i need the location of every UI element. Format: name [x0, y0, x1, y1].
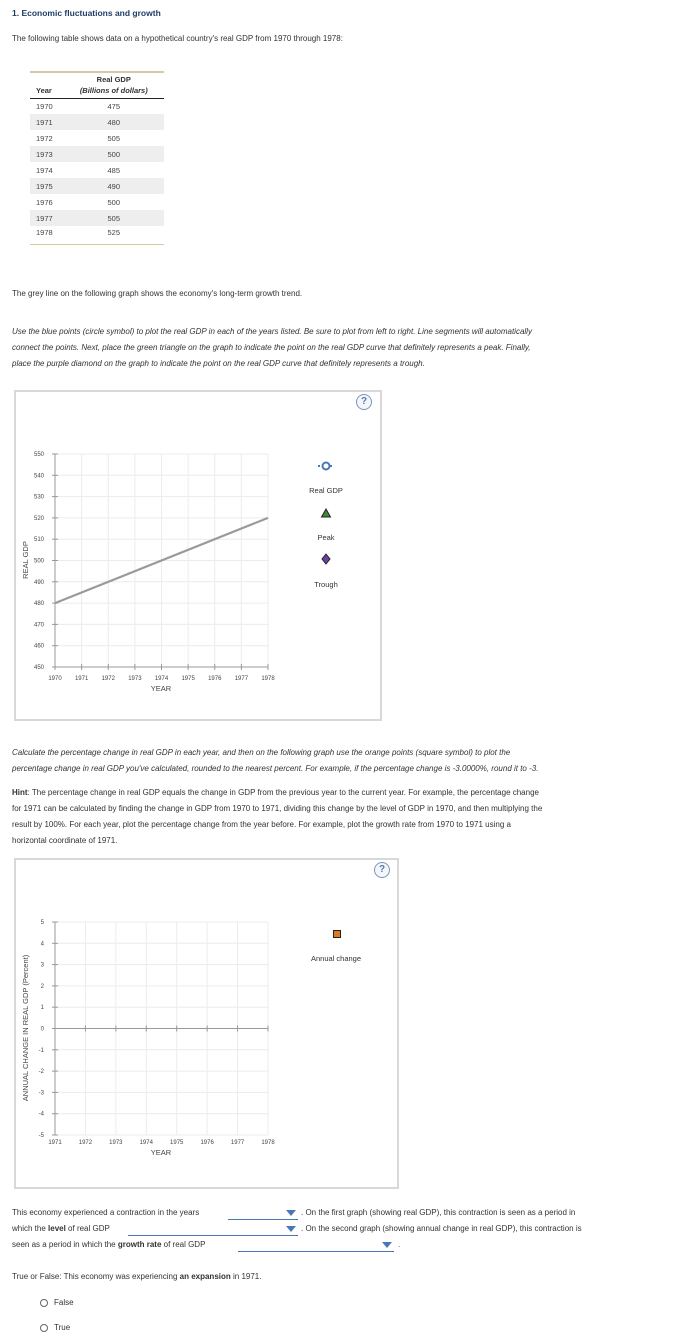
annual-change-graph[interactable] [14, 858, 399, 1189]
year-cell: 1977 [30, 210, 64, 226]
x-tick-label: 1974 [154, 676, 169, 682]
year-cell: 1975 [30, 178, 64, 194]
year-cell: 1970 [36, 101, 53, 111]
question1-part2: . On the first graph (showing real GDP), this contraction is seen as a period in [301, 1208, 576, 1217]
legend-label-real-gdp: Real GDP [309, 486, 343, 495]
table-row [30, 226, 164, 244]
gdp-cell: 475 [107, 101, 121, 111]
y-tick-label: 3 [40, 962, 44, 969]
gdp-table [30, 72, 164, 245]
y-tick-label: 530 [33, 494, 44, 501]
y-tick-label: 540 [33, 473, 44, 480]
y-tick-label: 4 [40, 941, 44, 948]
year-header: Year [30, 84, 64, 98]
x-tick-label: 1974 [139, 1140, 153, 1146]
chevron-down-icon [382, 1242, 392, 1248]
x-tick-label: 1978 [261, 676, 275, 682]
graph1-y-tick-labels [34, 452, 45, 671]
table-row [30, 194, 164, 210]
peak-tool-icon[interactable] [322, 509, 331, 517]
x-tick-label: 1971 [48, 1140, 62, 1146]
y-tick-label: 480 [33, 601, 44, 608]
graph1-x-axis-title: YEAR [150, 684, 172, 693]
question1-part3: which the level of real GDP [12, 1224, 110, 1233]
real-gdp-tool-icon[interactable] [318, 463, 334, 470]
table-row [30, 146, 164, 162]
table-row [30, 130, 164, 146]
y-tick-label: 510 [33, 537, 44, 544]
x-tick-label: 1976 [208, 676, 222, 682]
year-cell: 1972 [36, 133, 53, 143]
graph1-y-axis-title: REAL GDP [21, 541, 30, 579]
instructions-line-1: Use the blue points (circle symbol) to plot the real GDP in each of the years listed. Be sure to plot from left to right. Line segments will automatically [12, 327, 532, 336]
question2-text: True or False: This economy was experiencing an expansion in 1971. [12, 1272, 262, 1281]
gdp-cell: 500 [107, 197, 121, 207]
hint-line-3: result by 100%. For each year, plot the percentage change from the year before. For example, plot the growth rate from 1970 to 1971 using a [12, 820, 511, 829]
x-tick-label: 1972 [101, 676, 115, 682]
y-tick-label: 1 [40, 1005, 44, 1012]
graph2-y-tick-labels [39, 920, 45, 1139]
x-tick-label: 1976 [200, 1140, 214, 1146]
question1-part1: This economy experienced a contraction in the years [12, 1208, 200, 1217]
y-tick-label: -3 [38, 1090, 44, 1097]
graph2-axes [52, 922, 268, 1135]
graph2-y-axis-title: ANNUAL CHANGE IN REAL GDP (Percent) [21, 954, 30, 1102]
table-row [30, 114, 164, 130]
x-tick-label: 1972 [78, 1140, 93, 1146]
hint-label: Hint [12, 788, 28, 797]
instructions-line-2: connect the points. Next, place the green triangle on the graph to indicate the point on the real GDP curve that definitely represents a peak. Finally, [12, 343, 531, 352]
instructions2-line-2: percentage change in real GDP you've calculated, rounded to the nearest percent. For example, if the percentage change is -3.0000%, round it to -3. [12, 764, 539, 773]
y-tick-label: 550 [33, 452, 44, 458]
hint-line-4: horizontal coordinate of 1971. [12, 836, 118, 845]
y-tick-label: -2 [38, 1069, 44, 1076]
table-row [30, 162, 164, 178]
year-cell: 1976 [36, 197, 53, 207]
growth-rate-dropdown[interactable] [238, 1240, 394, 1252]
help-icon[interactable]: ? [374, 862, 390, 878]
gdp-cell: 505 [107, 133, 121, 143]
graph2-x-axis-title: YEAR [150, 1148, 172, 1157]
table-row [30, 98, 164, 114]
graph2-x-tick-labels [48, 1140, 275, 1146]
legend-label-trough: Trough [314, 580, 338, 589]
gdp-cell: 490 [64, 178, 164, 194]
chevron-down-icon [286, 1226, 296, 1232]
intro-text: The following table shows data on a hypothetical country's real GDP from 1970 through 1978: [12, 34, 343, 43]
instructions2-line-1: Calculate the percentage change in real GDP in each year, and then on the following graph use the orange points (square symbol) to plot the [12, 748, 511, 757]
annual-change-tool-icon[interactable] [334, 931, 341, 938]
hint-line-2: for 1971 can be calculated by finding the change in GDP from 1970 to 1971, dividing this change by the level of GDP in 1970, and then multiplying the [12, 804, 543, 813]
y-tick-label: 2 [40, 983, 44, 990]
y-tick-label: 460 [33, 643, 44, 650]
x-tick-label: 1975 [181, 676, 195, 682]
x-tick-label: 1975 [170, 1140, 184, 1146]
y-tick-label: 470 [33, 622, 44, 629]
chevron-down-icon [286, 1210, 296, 1216]
y-tick-label: 5 [40, 920, 44, 926]
radio-option-false[interactable]: False [40, 1298, 74, 1307]
level-of-real-gdp-dropdown[interactable] [128, 1224, 298, 1236]
contraction-years-dropdown[interactable] [228, 1208, 298, 1220]
radio-circle-icon[interactable] [40, 1299, 48, 1307]
radio-circle-icon[interactable] [40, 1324, 48, 1332]
gdp-header-line2: (Billions of dollars) [64, 84, 164, 98]
year-cell: 1974 [36, 165, 53, 175]
grey-line-note: The grey line on the following graph shows the economy's long-term growth trend. [12, 289, 303, 298]
y-tick-label: 500 [33, 558, 44, 565]
x-tick-label: 1978 [261, 1140, 275, 1146]
hint-line-1: Hint: The percentage change in real GDP equals the change in GDP from the previous year to the current year. For example, the percentage change [12, 788, 539, 797]
gdp-cell: 525 [64, 226, 164, 244]
y-tick-label: -4 [38, 1111, 44, 1118]
year-cell: 1971 [30, 114, 64, 130]
table-row [30, 178, 164, 194]
question1-part5: seen as a period in which the growth rate of real GDP [12, 1240, 206, 1249]
year-cell: 1973 [30, 146, 64, 162]
x-tick-label: 1970 [48, 676, 62, 682]
y-tick-label: 520 [33, 515, 44, 522]
radio-option-true[interactable]: True [40, 1323, 70, 1332]
gdp-cell: 505 [64, 210, 164, 226]
y-tick-label: 490 [33, 579, 44, 586]
x-tick-label: 1977 [234, 676, 249, 682]
question1-part4: . On the second graph (showing annual change in real GDP), this contraction is [301, 1224, 582, 1233]
x-tick-label: 1971 [74, 676, 89, 682]
question1-end: . [398, 1240, 401, 1249]
y-tick-label: -5 [38, 1133, 44, 1139]
real-gdp-graph[interactable] [14, 390, 382, 721]
help-icon[interactable]: ? [356, 394, 372, 410]
trough-tool-icon[interactable] [322, 554, 330, 564]
gdp-cell: 480 [64, 114, 164, 130]
instructions-line-3: place the purple diamond on the graph to indicate the point on the real GDP curve that definitely represents a trough. [12, 359, 425, 368]
legend-label-peak: Peak [317, 533, 335, 542]
x-tick-label: 1973 [109, 1140, 123, 1146]
y-tick-label: -1 [38, 1047, 44, 1054]
legend-label-annual-change: Annual change [310, 954, 362, 963]
graph1-x-tick-labels [48, 676, 275, 682]
year-cell: 1978 [30, 226, 64, 244]
x-tick-label: 1977 [230, 1140, 245, 1146]
question-title: 1. Economic fluctuations and growth [12, 8, 161, 18]
gdp-header-line1: Real GDP [96, 75, 131, 84]
gdp-cell: 485 [107, 165, 121, 175]
y-tick-label: 0 [40, 1026, 44, 1033]
table-row [30, 210, 164, 226]
x-tick-label: 1973 [128, 676, 142, 682]
y-tick-label: 450 [33, 665, 44, 671]
gdp-cell: 500 [64, 146, 164, 162]
